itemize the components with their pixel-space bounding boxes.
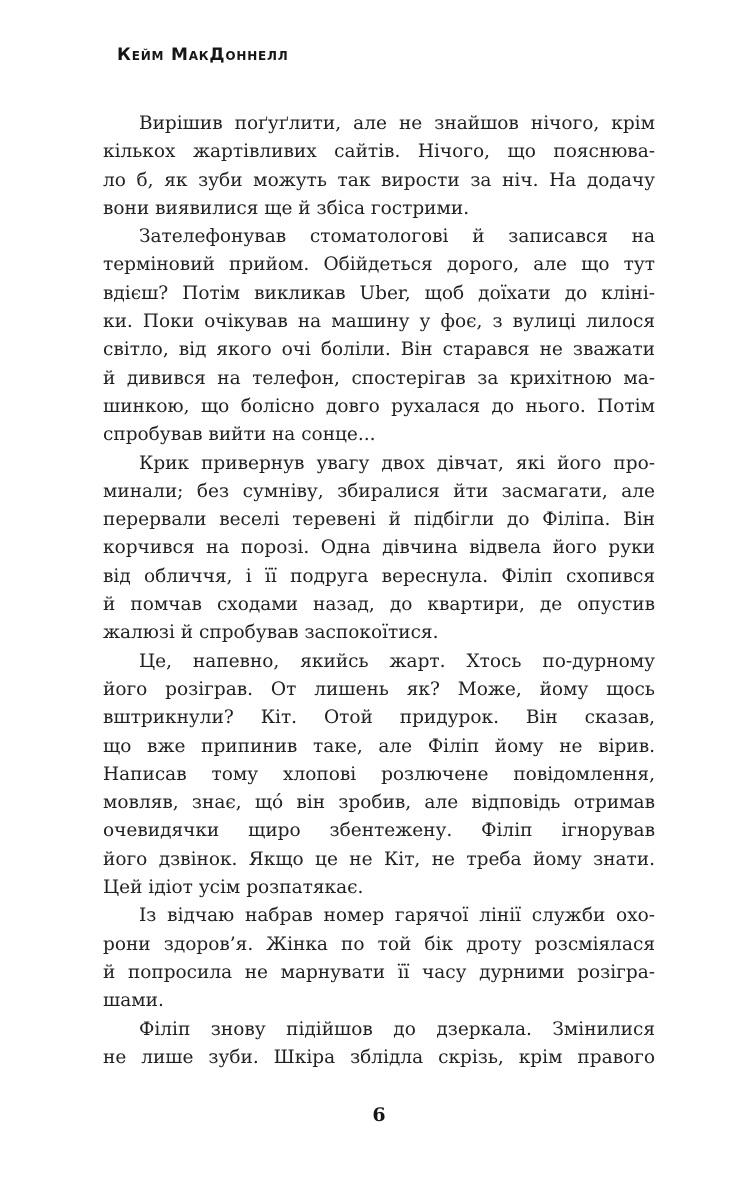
text-line: шами. [103, 990, 164, 1012]
text-line: Написав тому хлопові розлючене повідомлення, [103, 763, 655, 785]
paragraph [103, 902, 655, 1015]
text-line: терміновий прийом. Обійдеться дорого, але що тут [103, 254, 655, 276]
text-line: й дивився на телефон, спостерігав за крихітною ма- [103, 367, 655, 389]
text-line: жалюзі й спробував заспокоїтися. [103, 622, 439, 644]
text-line: корчився на порозі. Одна дівчина відвела його руки [103, 537, 655, 559]
text-line: Крик привернув увагу двох дівчат, які його про- [139, 452, 655, 474]
text-line: ло б, як зуби можуть так вирости за ніч. На додачу [103, 169, 655, 191]
body-text [103, 110, 655, 1072]
text-line: рони здоров’я. Жінка по той бік дроту розсміялася [103, 933, 655, 955]
text-line: Цей ідіот усім розпатякає. [103, 877, 364, 899]
text-line: Філіп знову підійшов до дзеркала. Змінилися [139, 1018, 655, 1040]
paragraph [103, 223, 655, 449]
text-line: й попросила не марнувати її часу дурними розігра- [103, 961, 655, 983]
text-line: світло, від якого очі боліли. Він старався не зважати [103, 339, 655, 361]
text-line: від обличчя, і її подруга вереснула. Філіп схопився [103, 565, 655, 587]
text-line: його розіграв. От лишень як? Може, йому щось [103, 678, 655, 700]
paragraph [103, 110, 655, 223]
paragraph [103, 1016, 655, 1073]
text-line: очевидячки щиро збентежену. Філіп ігнорував [103, 820, 655, 842]
text-line: минали; без сумніву, збиралися йти засмагати, але [103, 480, 655, 502]
text-line: Вирішив поґуґлити, але не знайшов нічого, крім [139, 113, 655, 134]
page-number: 6 [372, 1104, 386, 1126]
text-line: що вже припинив таке, але Філіп йому не вірив. [103, 735, 655, 757]
text-line: перервали веселі теревені й підбігли до Філіпа. Він [103, 509, 655, 531]
paragraph [103, 648, 655, 903]
text-line: Із відчаю набрав номер гарячої лінії служби охо- [139, 905, 655, 927]
text-line: Це, напевно, якийсь жарт. Хтось по-дурному [139, 650, 655, 672]
text-line: спробував вийти на сонце... [103, 424, 376, 446]
text-line: вштрикнули? Кіт. Отой придурок. Він сказав, [103, 707, 655, 729]
paragraph [103, 450, 655, 648]
text-line: не лише зуби. Шкіра зблідла скрізь, крім правого [103, 1046, 655, 1068]
running-header-author: Кейм МакДоннелл [117, 45, 289, 65]
text-line: Зателефонував стоматологові й записався на [139, 226, 655, 248]
text-line: ки. Поки очікував на машину у фоє, з вулиці лилося [103, 311, 655, 333]
text-line: вони виявилися ще й збіса гострими. [103, 197, 470, 219]
text-line: вдієш? Потім викликав Uber, щоб доїхати до кліні- [103, 282, 655, 304]
text-line: шинкою, що болісно довго рухалася до нього. Потім [103, 395, 655, 417]
text-line: мовляв, знає, що́ він зробив, але відповідь отримав [103, 792, 655, 814]
text-line: й помчав сходами назад, до квартири, де опустив [103, 594, 655, 616]
text-line: кількох жартівливих сайтів. Нічого, що пояснюва- [103, 141, 655, 163]
text-line: його дзвінок. Якщо це не Кіт, не треба йому знати. [103, 848, 655, 870]
